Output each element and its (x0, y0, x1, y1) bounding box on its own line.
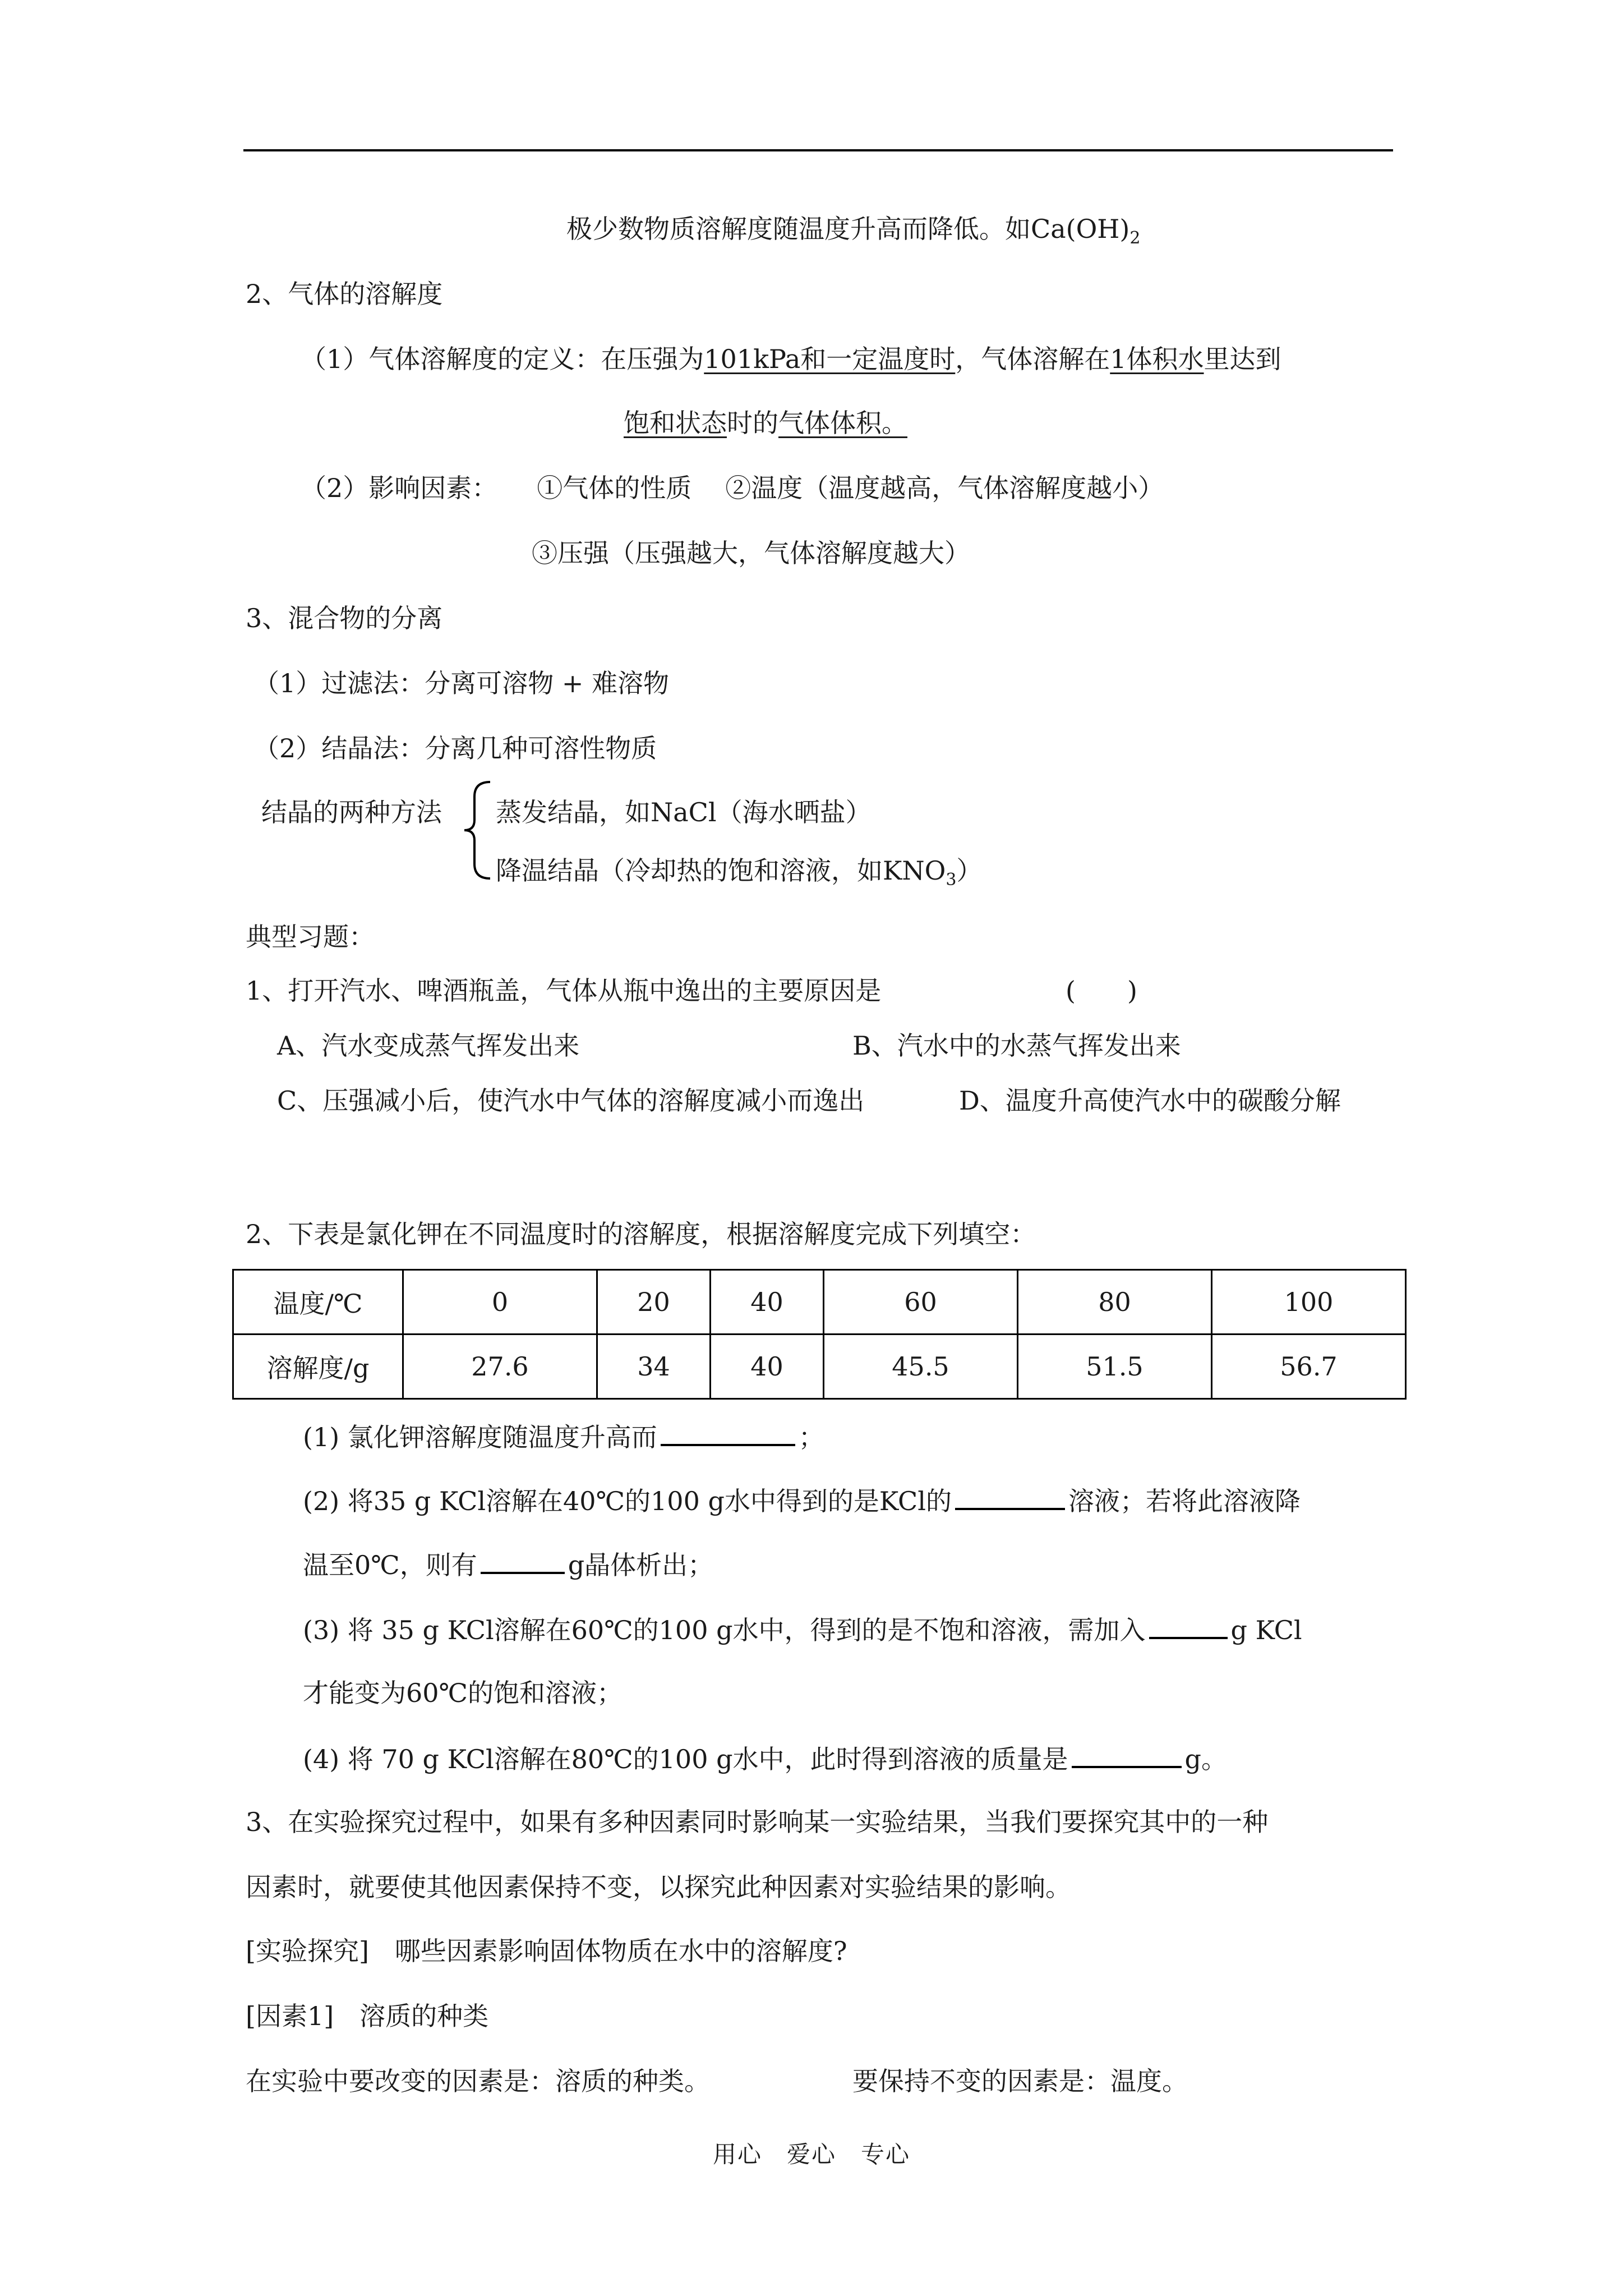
table-cell: 51.5 (1018, 1335, 1212, 1399)
factors-line-1: （2）影响因素： ①气体的性质 ②温度（温度越高，气体溶解度越小） (301, 473, 1164, 503)
changed-factor: 在实验中要改变的因素是：溶质的种类。 (246, 2066, 710, 2096)
line-caoh2: 极少数物质溶解度随温度升高而降低。如$Ca(OH)_2$ (566, 214, 1141, 249)
section-3-title: 3、混合物的分离 (246, 603, 443, 633)
question-2-part-2-cont: 温至0℃，则有 g晶体析出； (303, 1547, 713, 1582)
question-1-option-d: D、温度升高使汽水中的碳酸分解 (959, 1085, 1341, 1116)
answer-blank[interactable] (661, 1419, 795, 1446)
gas-solubility-definition-cont: 饱和状态时的气体体积。 (624, 408, 907, 438)
table-row-label: 溶解度/g (233, 1335, 403, 1399)
typical-exercises-heading: 典型习题： (246, 922, 375, 952)
question-2-part-1: (1) 氯化钾溶解度随温度升高而 ； (303, 1419, 824, 1454)
table-row (233, 1270, 1406, 1335)
table-cell: 45.5 (824, 1335, 1018, 1399)
table-row (233, 1335, 1406, 1399)
table-row-label: 温度/℃ (233, 1270, 403, 1335)
question-1-option-c: C、压强减小后，使汽水中气体的溶解度减小而逸出 (277, 1085, 865, 1116)
gas-solubility-definition: （1）气体溶解度的定义：在压强为101kPa和一定温度时，气体溶解在1体积水里达到 (301, 344, 1281, 374)
constant-factor: 要保持不变的因素是：温度。 (852, 2066, 1188, 2096)
answer-blank[interactable] (481, 1547, 565, 1574)
table-cell: 27.6 (403, 1335, 597, 1399)
question-2-part-4: (4) 将 70 g KCl溶解在80℃的100 g水中，此时得到溶液的质量是 g。 (303, 1741, 1227, 1776)
factor-1-heading: [因素1] 溶质的种类 (246, 2001, 489, 2031)
table-cell: 100 (1212, 1270, 1406, 1335)
table-cell: 56.7 (1212, 1335, 1406, 1399)
crystallization-method: （2）结晶法：分离几种可溶性物质 (253, 733, 657, 763)
factors-line-2: ③压强（压强越大，气体溶解度越大） (532, 538, 970, 568)
table-cell: 20 (597, 1270, 711, 1335)
cooling-crystallization: 降温结晶（冷却热的饱和溶液，如$KNO_3$） (496, 855, 983, 890)
experiment-inquiry: [实验探究] 哪些因素影响固体物质在水中的溶解度? (246, 1936, 847, 1966)
section-2-title: 2、气体的溶解度 (246, 279, 443, 309)
page-footer: 用心 爱心 专心 (712, 2141, 910, 2168)
question-1-option-b: B、汽水中的水蒸气挥发出来 (852, 1030, 1181, 1061)
answer-blank[interactable] (955, 1483, 1065, 1510)
table-cell: 40 (711, 1335, 824, 1399)
question-2-stem: 2、下表是氯化钾在不同温度时的溶解度，根据溶解度完成下列填空： (246, 1219, 1036, 1249)
answer-blank[interactable] (1072, 1741, 1182, 1768)
question-3-line-1: 3、在实验探究过程中，如果有多种因素同时影响某一实验结果，当我们要探究其中的一种 (246, 1807, 1269, 1837)
question-2-part-2: (2) 将35 g KCl溶解在40℃的100 g水中得到的是KCl的 溶液；若将此溶液降 (303, 1483, 1301, 1518)
table-cell: 40 (711, 1270, 824, 1335)
question-2-part-3-cont: 才能变为60℃的饱和溶液； (303, 1678, 623, 1708)
table-cell: 34 (597, 1335, 711, 1399)
table-cell: 60 (824, 1270, 1018, 1335)
crystallization-label: 结晶的两种方法 (261, 797, 442, 827)
table-cell: 80 (1018, 1270, 1212, 1335)
question-2-part-3: (3) 将 35 g KCl溶解在60℃的100 g水中，得到的是不饱和溶液，需加入 g KCl (303, 1612, 1302, 1647)
question-1-answer-paren: ( ) (1066, 976, 1137, 1006)
question-3-line-2: 因素时，就要使其他因素保持不变，以探究此种因素对实验结果的影响。 (246, 1872, 1071, 1902)
filtration-method: （1）过滤法：分离可溶物 + 难溶物 (253, 668, 670, 698)
brace-icon (461, 780, 495, 881)
table-cell: 0 (403, 1270, 597, 1335)
question-1-option-a: A、汽水变成蒸气挥发出来 (277, 1030, 580, 1061)
evaporation-crystallization: 蒸发结晶，如NaCl（海水晒盐） (496, 797, 872, 827)
question-1-stem: 1、打开汽水、啤酒瓶盖，气体从瓶中逸出的主要原因是 (246, 976, 882, 1006)
header-rule (243, 149, 1393, 151)
answer-blank[interactable] (1149, 1612, 1228, 1639)
kcl-solubility-table (232, 1269, 1407, 1400)
